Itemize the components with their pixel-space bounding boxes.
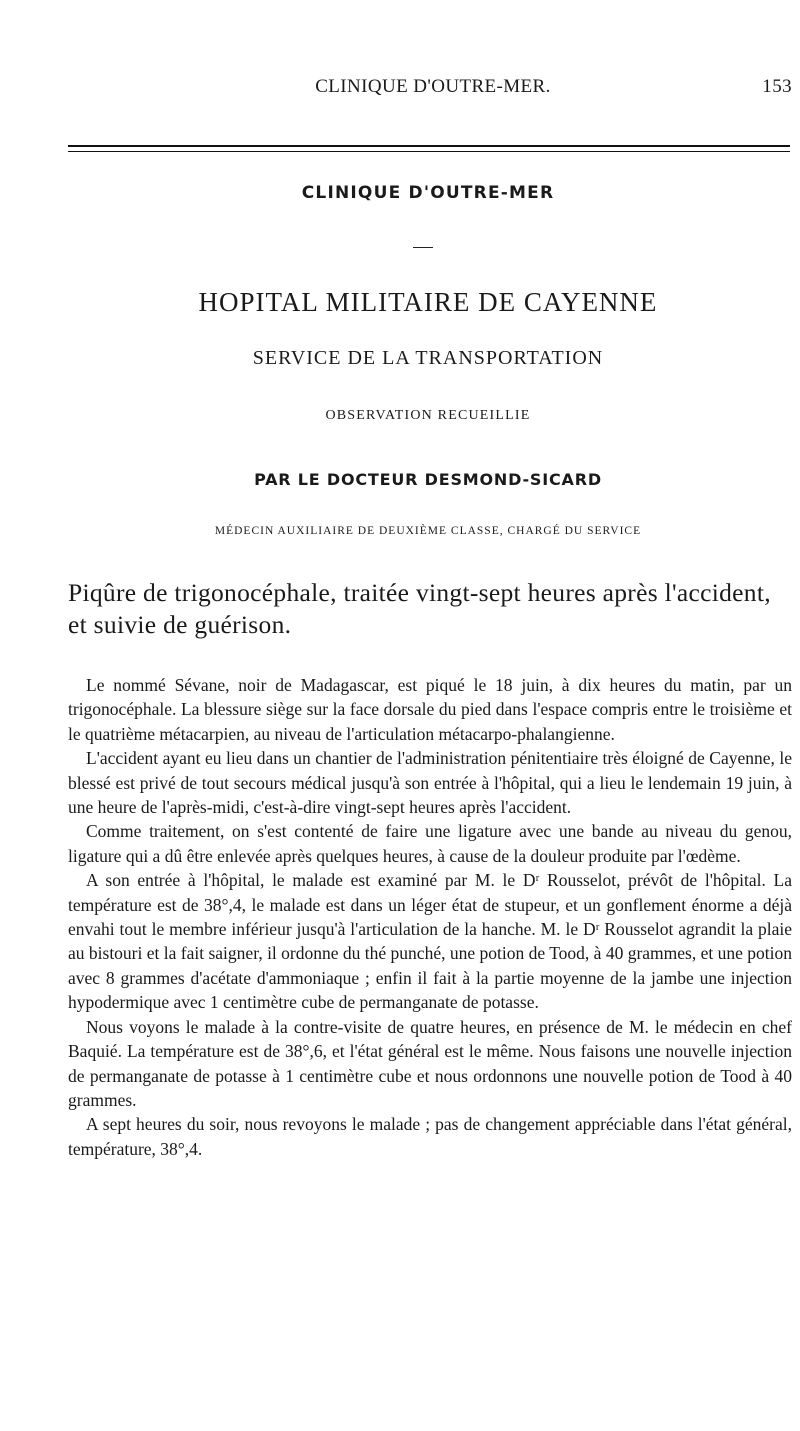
article-body [68,673,792,1161]
page-number: 153 [762,76,792,97]
paragraph: Nous voyons le malade à la contre-visite de quatre heures, en présence de M. le médecin en chef Baquié. La température est de 38°,6, et l'état général est le même. Nous faisons une nouvelle injection de permanganate de potasse à 1 centimètre cube et nous ordonnons une nouvelle potion de Tood à 40 grammes. [68,1016,792,1110]
short-divider [413,247,433,248]
running-head-title: CLINIQUE D'OUTRE-MER. [315,76,551,97]
section-title: CLINIQUE D'OUTRE-MER [301,183,555,203]
service-heading: SERVICE DE LA TRANSPORTATION [252,347,604,369]
author-role: MÉDECIN AUXILIAIRE DE DEUXIÈME CLASSE, CHARGÉ DU SERVICE [214,525,642,537]
paragraph: Comme traitement, on s'est contenté de faire une ligature avec une bande au niveau du genou, ligature qui a dû être enlevée après quelques heures, à cause de la douleur produite par l'œdème. [68,821,792,866]
hospital-heading: HOPITAL MILITAIRE DE CAYENNE [198,287,658,317]
paragraph: Le nommé Sévane, noir de Madagascar, est piqué le 18 juin, à dix heures du matin, par un trigonocéphale. La blessure siège sur la face dorsale du pied dans l'espace compris entre le troisième et le quatrième métacarpien, au niveau de l'articulation métacarpo-phalangienne. [68,675,792,744]
header-rule [68,145,790,152]
author-line: PAR LE DOCTEUR DESMOND-SICARD [254,470,602,489]
observation-heading: OBSERVATION RECUEILLIE [325,408,531,423]
article-title: Piqûre de trigonocéphale, traitée vingt-sept heures après l'accident, et suivie de guérison. [68,578,771,639]
paragraph: A son entrée à l'hôpital, le malade est examiné par M. le Dʳ Rousselot, prévôt de l'hôpital. La température est de 38°,4, le malade est dans un léger état de stupeur, et un gonflement énorme a déjà envahi tout le membre inférieur jusqu'à l'articulation de la hanche. M. le Dʳ Rousselot agrandit la plaie au bistouri et la fait saigner, il ordonne du thé punché, une potion de Tood, à 40 grammes, et une potion avec 8 grammes d'acétate d'ammoniaque ; enfin il fait à la partie moyenne de la jambe une injection hypodermique avec 1 centimètre cube de permanganate de potasse. [68,870,792,1013]
paragraph: A sept heures du soir, nous revoyons le malade ; pas de changement appréciable dans l'état général, température, 38°,4. [68,1114,792,1159]
paragraph: L'accident ayant eu lieu dans un chantier de l'administration pénitentiaire très éloigné de Cayenne, le blessé est privé de tout secours médical jusqu'à son entrée à l'hôpital, qui a lieu le lendemain 19 juin, à une heure de l'après-midi, c'est-à-dire vingt-sept heures après l'accident. [68,748,792,818]
